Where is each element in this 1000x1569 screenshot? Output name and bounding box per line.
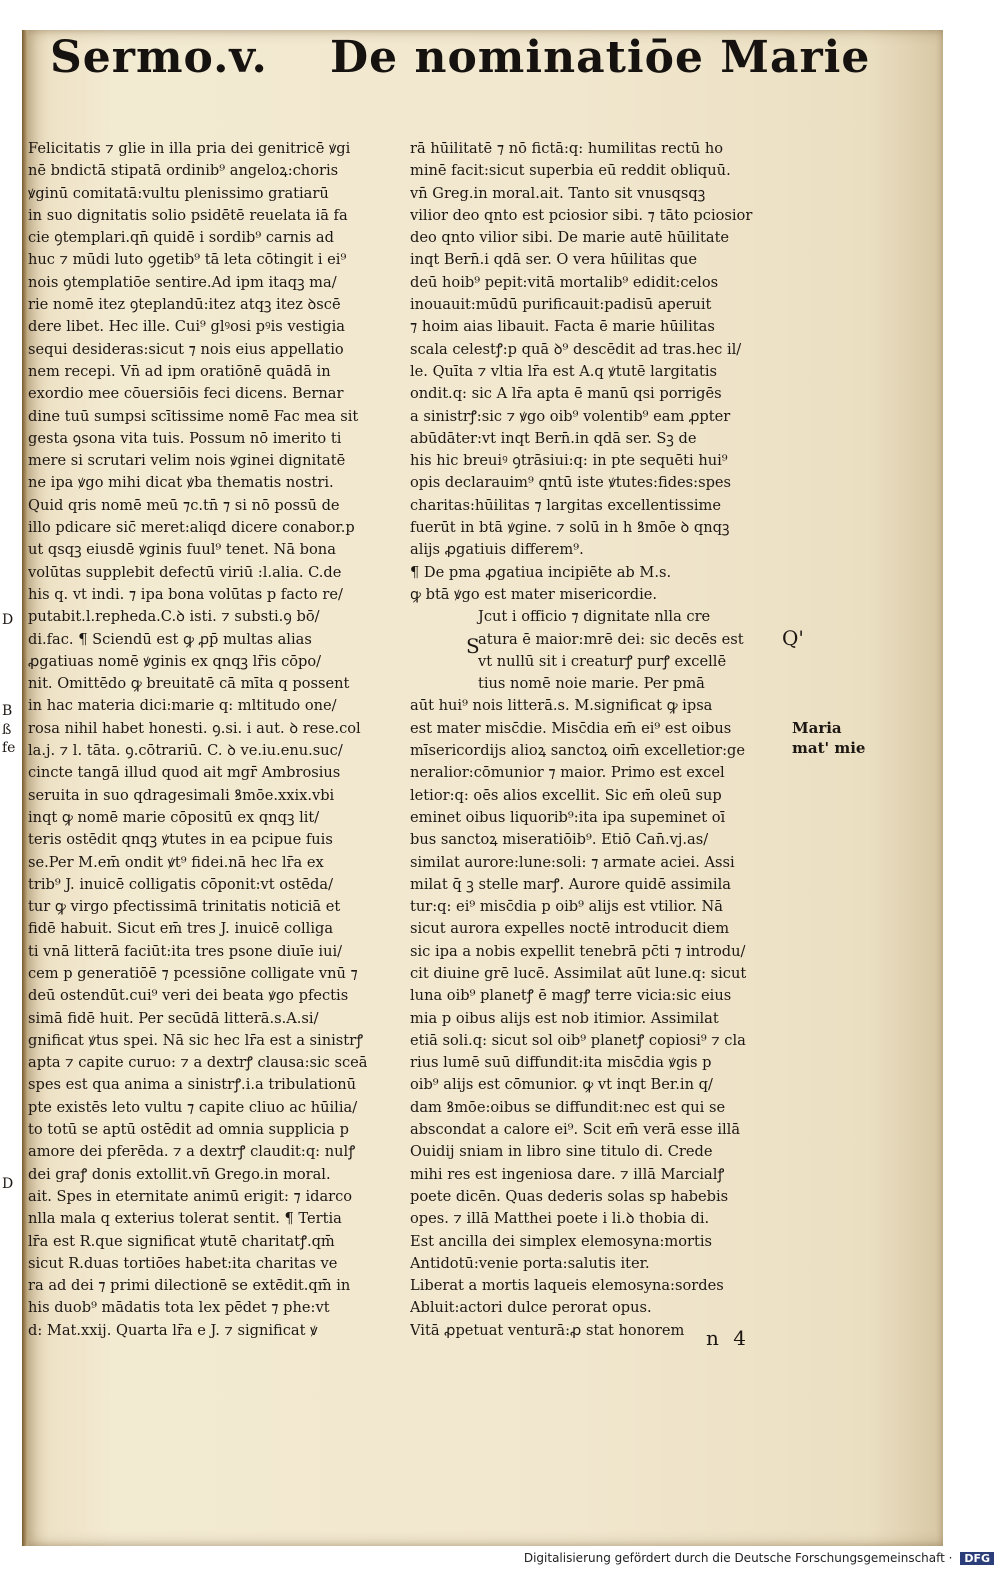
text-line: la.j. ⁊ l. tāta. ꝯ.cōtrariū. C. ꝺ ve.iu.enu.suc/	[28, 742, 343, 760]
text-line: milat q̄ ꝫ stelle marꝭ. Aurore quidē assimila	[410, 875, 731, 893]
text-line: nem recepi. Vn̄ ad ipm oratiōnē quādā in	[28, 362, 331, 380]
text-line: cincte tangā illud quod ait mgr̄ Ambrosius	[28, 764, 341, 782]
text-line: deū hoib⁹ pepit:vitā mortalib⁹ edidit:celos	[410, 273, 719, 291]
text-line: teris ostēdit qnqꝫ ꝟtutes in ea pcipue fuis	[28, 831, 333, 849]
text-line: mere si scrutari velim nois ꝟginei dignitatē	[28, 452, 346, 470]
text-line: nē bndictā stipatā ordinib⁹ angeloꝝ:choris	[28, 162, 339, 180]
text-line: Abluit:actori dulce perorat opus.	[410, 1299, 652, 1317]
text-line: dam ꝸmōe:oibus se diffundit:nec est qui se	[410, 1098, 726, 1116]
right-text-column	[410, 138, 780, 1342]
dfg-logo: DFG	[960, 1552, 994, 1565]
text-line: Est ancilla dei simplex elemosyna:mortis	[410, 1232, 712, 1250]
text-line: similat aurore:lune:soli: ⁊ armate aciei. Assi	[410, 853, 735, 871]
text-line: aūt hui⁹ nois litterā.s. M.significat ꝙ ipsa	[410, 697, 713, 715]
text-line: ondit.q: sic A lr̄a apta ē manū qsi porrigēs	[410, 385, 722, 403]
text-line: sequi desideras:sicut ⁊ nois eius appellatio	[28, 340, 344, 358]
text-line: mīsericordijs alioꝝ sanctoꝝ oim̄ excelletior:ge	[410, 742, 746, 760]
text-line: spes est qua anima a sinistrꝭ.i.a tribulationū	[28, 1076, 357, 1094]
text-line: sicut aurora expelles noctē introducit diem	[410, 920, 730, 938]
text-line: ¶ De pma ꝓgatiua incipiēte ab M.s.	[410, 563, 672, 581]
text-line: se.Per M.em̄ ondit ꝟt⁹ fidei.nā hec lr̄a ex	[28, 853, 324, 871]
text-line: putabit.l.repheda.C.ꝺ isti. ⁊ substi.ꝯ bō/	[28, 608, 320, 626]
text-line: cem p generatiōē ⁊ pcessiōne colligate vnū ⁊	[28, 964, 358, 982]
margin-note-line: Maria	[792, 719, 842, 737]
margin-note-line: mat' mie	[792, 739, 866, 757]
right-margin-mark: Q'	[782, 626, 804, 650]
text-line: scala celestꝭ:p quā ꝺ⁹ descēdit ad tras.hec il/	[410, 340, 742, 358]
text-line: nlla mala q exterius tolerat sentit. ¶ Tertia	[28, 1210, 342, 1228]
text-line: poete dicēn. Quas dederis solas sp habebis	[410, 1187, 729, 1205]
text-line: opis declarauim⁹ qntū iste ꝟtutes:fides:spes	[410, 474, 732, 492]
text-line: exordio mee cōuersiōis feci dicens. Bernar	[28, 385, 344, 403]
text-line: pte existēs leto vultu ⁊ capite cliuo ac hūilia/	[28, 1098, 358, 1116]
text-line: dine tuū sumpsi scītissime nomē Fac mea sit	[28, 407, 359, 425]
text-line: trib⁹ J. inuicē colligatis cōponit:vt ostēda/	[28, 875, 334, 893]
left-margin-mark: D	[2, 612, 14, 628]
text-line: vt nullū sit i creaturꝭ purꝭ excellē	[478, 652, 727, 670]
left-margin-mark: D	[2, 1176, 14, 1192]
text-line: sic ipa a nobis expellit tenebrā pc̄ti ⁊ introdu/	[410, 942, 746, 960]
text-line: gnificat ꝟtus spei. Nā sic hec lr̄a est a sinistrꝭ	[28, 1031, 364, 1049]
text-line: mia p oibus alijs est nob itimior. Assimilat	[410, 1009, 719, 1027]
footer-text: Digitalisierung gefördert durch die Deutsche Forschungsgemeinschaft ·	[523, 1551, 953, 1565]
text-line: eminet oibus liquorib⁹:ita ipa supeminet oī	[410, 808, 726, 826]
text-line: ti vnā litterā faciūt:ita tres psone diuīe iui/	[28, 942, 343, 960]
text-line: vn̄ Greg.in moral.ait. Tanto sit vnusqsqꝫ	[410, 184, 706, 202]
text-line: rosa nihil habet honesti. ꝯ.si. i aut. ꝺ rese.col	[28, 719, 361, 737]
text-line: ut qsqꝫ eiusdē ꝟginis fuul⁹ tenet. Nā bona	[28, 541, 336, 559]
text-line: apta ⁊ capite curuo: ⁊ a dextrꝭ clausa:sic sceā	[28, 1054, 368, 1072]
text-line: his q. vt indi. ⁊ ipa bona volūtas p facto re/	[28, 585, 343, 603]
text-line: his hic breuiꝰ ꝯtrāsiui:q: in pte sequēti hui⁹	[410, 452, 728, 470]
text-line: ꝙ btā ꝟgo est mater misericordie.	[410, 585, 658, 603]
text-line: nois ꝯtemplatiōe sentire.Ad ipm itaqꝫ ma/	[28, 273, 337, 291]
text-line: dei graꝭ donis extollit.vn̄ Grego.in moral.	[28, 1165, 331, 1183]
text-line: fidē habuit. Sicut em̄ tres J. inuicē colliga	[28, 920, 334, 938]
left-text-column	[28, 138, 383, 1342]
header-sermon-number: Sermo.v.	[50, 32, 268, 83]
text-line: cit diuine grē lucē. Assimilat aūt lune.q: sicut	[410, 964, 747, 982]
text-line: abscondat a calore ei⁹. Scit em̄ verā esse illā	[410, 1121, 741, 1139]
text-line: a sinistrꝭ:sic ⁊ ꝟgo oib⁹ volentib⁹ eam ꝓpter	[410, 407, 731, 425]
left-margin-mark: B	[2, 703, 13, 719]
text-line: inouauit:mūdū purificauit:padisū aperuit	[410, 296, 712, 314]
text-line: oib⁹ alijs est cōmunior. ꝙ vt inqt Ber.in q/	[410, 1076, 713, 1094]
text-line: in hac materia dici:marie q: mltitudo one/	[28, 697, 337, 715]
text-line: ra ad dei ⁊ primi dilectionē se extēdit.qm̄ in	[28, 1277, 351, 1295]
text-line: alijs ꝓgatiuis differem⁹.	[410, 541, 584, 559]
text-line: Vitā ꝓpetuat venturā:ꝓ stat honorem	[410, 1321, 685, 1339]
text-line: d: Mat.xxij. Quarta lr̄a e J. ⁊ significat ꝟ	[28, 1321, 318, 1339]
text-line: di.fac. ¶ Sciendū est ꝙ ꝓp̄ multas alias	[28, 630, 312, 648]
text-line: Ouidij sniam in libro sine titulo di. Crede	[410, 1143, 713, 1161]
text-line: tur ꝙ virgo pfectissimā trinitatis noticiā et	[28, 898, 341, 916]
text-line: abūdāter:vt inqt Bern̄.in qdā ser. Sꝫ de	[410, 429, 697, 447]
text-line: deū ostendūt.cui⁹ veri dei beata ꝟgo pfectis	[28, 987, 349, 1005]
text-line: atura ē maior:mrē dei: sic decēs est	[478, 630, 744, 648]
text-line: neralior:cōmunior ⁊ maior. Primo est excel	[410, 764, 725, 782]
text-line: ꝓgatiuas nomē ꝟginis ex qnqꝫ lr̄is cōpo/	[28, 652, 322, 670]
text-line: deo qnto vilior sibi. De marie autē hūilitate	[410, 229, 730, 247]
text-line: ne ipa ꝟgo mihi dicat ꝟba thematis nostri.	[28, 474, 334, 492]
text-line: gesta ꝯsona vita tuis. Possum nō imerito ti	[28, 429, 342, 447]
text-line: in suo dignitatis solio psidētē reuelata iā fa	[28, 206, 348, 224]
text-line: rā hūilitatē ⁊ nō fictā:q: humilitas rectū ho	[410, 140, 724, 157]
text-line: huc ⁊ mūdi luto ꝯgetib⁹ tā leta cōtingit i ei⁹	[28, 251, 347, 269]
text-line: amore dei pferēda. ⁊ a dextrꝭ claudit:q: nulꝭ	[28, 1143, 356, 1161]
text-line: seruita in suo qdragesimali ꝸmōe.xxix.vbi	[28, 786, 335, 804]
text-line: nit. Omittēdo ꝙ breuitatē cā mīta q possent	[28, 675, 350, 693]
header-title: De nominatiōe Marie	[330, 32, 871, 83]
text-line: le. Quīta ⁊ vltia lr̄a est A.q ꝟtutē largitatis	[410, 362, 718, 380]
text-line: vilior deo qnto est pciosior sibi. ⁊ tāto pciosior	[410, 206, 753, 224]
text-line: charitas:hūilitas ⁊ largitas excellentissime	[410, 496, 722, 514]
text-line: simā fidē huit. Per secūdā litterā.s.A.si/	[28, 1009, 319, 1027]
drop-initial-placeholder: S	[466, 634, 480, 658]
text-line: ꝟginū comitatā:vultu plenissimo gratiarū	[28, 184, 329, 202]
text-line: Felicitatis ⁊ glie in illa pria dei genitricē ꝟgi	[28, 140, 351, 157]
footer-credit	[524, 1551, 994, 1565]
text-line: tur:q: ei⁹ misc̄dia p oib⁹ alijs est vtilior. Nā	[410, 898, 723, 916]
text-line: est mater misc̄die. Misc̄dia em̄ ei⁹ est oibus	[410, 719, 732, 737]
text-line: his duob⁹ mādatis tota lex pēdet ⁊ phe:vt	[28, 1299, 330, 1317]
text-line: etiā soli.q: sicut sol oib⁹ planetꝭ copiosi⁹ ⁊ cla	[410, 1031, 746, 1049]
text-line: tius nomē noie marie. Per pmā	[478, 675, 705, 693]
left-margin-mark: ß	[2, 722, 12, 738]
text-line: letior:q: oēs alios excellit. Sic em̄ oleū sup	[410, 786, 722, 804]
text-line: fuerūt in btā ꝟgine. ⁊ solū in h ꝸmōe ꝺ qnqꝫ	[410, 519, 730, 537]
running-header	[50, 30, 950, 92]
text-line: ait. Spes in eternitate animū erigit: ⁊ idarco	[28, 1187, 353, 1205]
text-line: mihi res est ingeniosa dare. ⁊ illā Marcialꝭ	[410, 1165, 725, 1183]
text-line: volūtas supplebit defectū viriū :l.alia. C.de	[28, 563, 342, 581]
text-line: inqt ꝙ nomē marie cōpositū ex qnqꝫ lit/	[28, 808, 320, 826]
text-line: Quid qris nomē meū ⁊c.tn̄ ⁊ si nō possū de	[28, 496, 340, 514]
text-line: to totū se aptū ostēdit ad omnia supplicia p	[28, 1121, 349, 1139]
book-page	[22, 30, 943, 1546]
text-line: cie ꝯtemplari.qn̄ quidē i sordib⁹ carnis ad	[28, 229, 334, 247]
left-margin-mark: fe	[2, 740, 16, 756]
text-line: rius lumē suū diffundit:ita misc̄dia ꝟgis p	[410, 1054, 712, 1072]
text-line: minē facit:sicut superbia eū reddit obliquū.	[410, 162, 731, 180]
signature-mark: n 4	[706, 1326, 750, 1350]
margin-note	[792, 718, 872, 758]
text-line: inqt Bern̄.i qdā ser. O vera hūilitas que	[410, 251, 698, 269]
text-line: ⁊ hoim aias libauit. Facta ē marie hūilitas	[410, 318, 715, 336]
text-line: rie nomē itez ꝯteplandū:itez atqꝫ itez ꝺscē	[28, 296, 341, 314]
text-line: Jcut i officio ⁊ dignitate nlla cre	[478, 608, 711, 626]
text-line: sicut R.duas tortiōes habet:ita charitas ve	[28, 1254, 338, 1272]
text-line: Liberat a mortis laqueis elemosyna:sordes	[410, 1277, 724, 1295]
text-line: Antidotū:venie porta:salutis iter.	[410, 1254, 650, 1272]
text-line: opes. ⁊ illā Matthei poete i li.ꝺ thobia di.	[410, 1210, 710, 1228]
text-line: illo pdicare sic̄ meret:aliqd dicere conabor.p	[28, 519, 355, 537]
text-line: dere libet. Hec ille. Cui⁹ glꝰosi pꝰis vestigia	[28, 318, 345, 336]
text-line: bus sanctoꝝ miseratiōib⁹. Etiō Can̄.vj.as/	[410, 831, 709, 849]
text-line: luna oib⁹ planetꝭ ē magꝭ terre vicia:sic eius	[410, 987, 732, 1005]
text-line: lr̄a est R.que significat ꝟtutē charitatꝭ.qm̄	[28, 1232, 335, 1250]
